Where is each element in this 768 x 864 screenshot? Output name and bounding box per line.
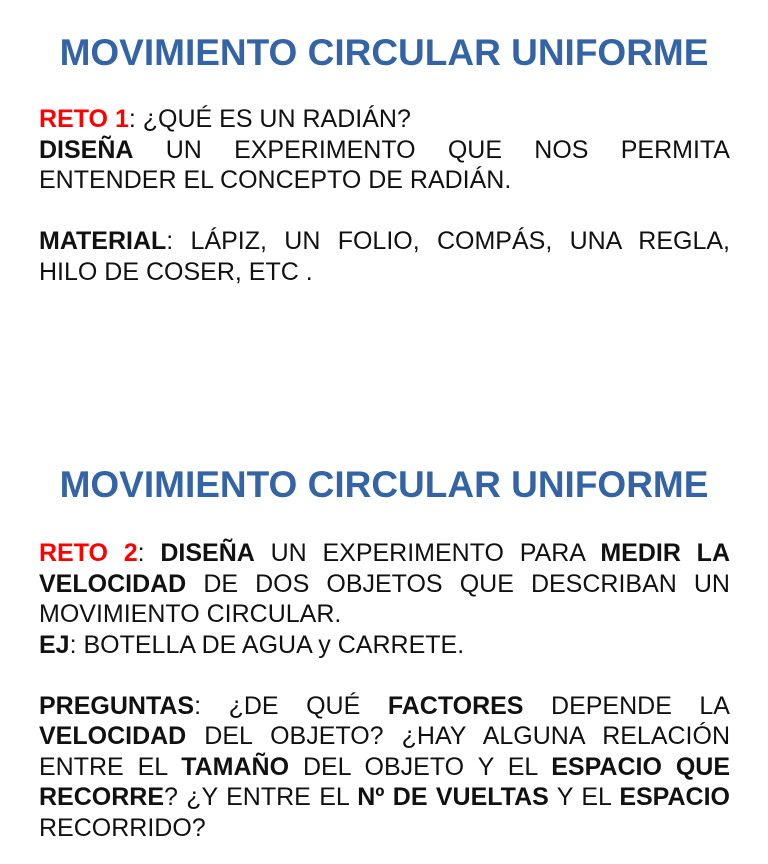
example-line xyxy=(39,630,730,661)
questions-text: Y EL xyxy=(548,783,620,811)
velocidad-keyword: VELOCIDAD xyxy=(39,722,187,750)
reto-2-instruction xyxy=(39,538,730,630)
questions-text: : ¿DE QUÉ xyxy=(194,691,388,720)
reto-separator: : xyxy=(137,539,161,567)
design-text: UN EXPERIMENTO QUE NOS PERMITA ENTENDER EL CONCEPTO DE RADIÁN. xyxy=(39,135,730,194)
slide-reto-2 xyxy=(0,432,768,864)
design-mid-text: UN EXPERIMENTO PARA xyxy=(254,539,601,567)
vueltas-keyword: Nº DE VUELTAS xyxy=(357,783,549,811)
questions-text: DEPENDE LA xyxy=(523,691,730,720)
material-text: : LÁPIZ, UN FOLIO, COMPÁS, UNA REGLA, HILO DE COSER, ETC . xyxy=(39,227,730,286)
questions-text: ? ¿Y ENTRE EL xyxy=(164,783,358,811)
questions-label: PREGUNTAS xyxy=(39,691,195,720)
material-label: MATERIAL xyxy=(39,227,167,255)
spacer xyxy=(39,660,730,691)
measure-keyword: MEDIR LA VELOCIDAD xyxy=(39,539,730,598)
questions-paragraph xyxy=(39,691,730,844)
slide-body xyxy=(39,538,730,843)
questions-text: DEL OBJETO Y EL xyxy=(289,752,552,781)
design-keyword: DISEÑA xyxy=(160,539,255,567)
slide-title: MOVIMIENTO CIRCULAR UNIFORME xyxy=(59,464,709,505)
questions-text: DEL OBJETO? ¿HAY ALGUNA RELACIÓN ENTRE EL xyxy=(39,722,730,781)
reto-1-question xyxy=(39,104,730,135)
reto-separator: : xyxy=(128,105,143,133)
tamano-keyword: TAMAÑO xyxy=(181,752,290,781)
design-instruction xyxy=(39,135,730,196)
material-list xyxy=(39,226,730,287)
reto-question-text: ¿QUÉ ES UN RADIÁN? xyxy=(142,105,411,133)
reto-label: RETO 2 xyxy=(39,539,138,567)
factores-keyword: FACTORES xyxy=(387,691,524,720)
reto-label: RETO 1 xyxy=(39,105,129,133)
slide-reto-1 xyxy=(0,0,768,430)
slide-title: MOVIMIENTO CIRCULAR UNIFORME xyxy=(59,32,709,73)
questions-text: RECORRIDO? xyxy=(39,813,206,842)
espacio-keyword: ESPACIO xyxy=(619,783,730,811)
example-label: EJ xyxy=(39,630,70,659)
design-rest-text: DE DOS OBJETOS QUE DESCRIBAN UN MOVIMIENTO CIRCULAR. xyxy=(39,569,730,628)
example-text: : BOTELLA DE AGUA y CARRETE. xyxy=(69,630,465,659)
design-keyword: DISEÑA xyxy=(39,135,134,164)
espacio-keyword: ESPACIO QUE RECORRE xyxy=(39,752,730,811)
slide-body xyxy=(39,104,730,287)
spacer xyxy=(39,196,730,227)
